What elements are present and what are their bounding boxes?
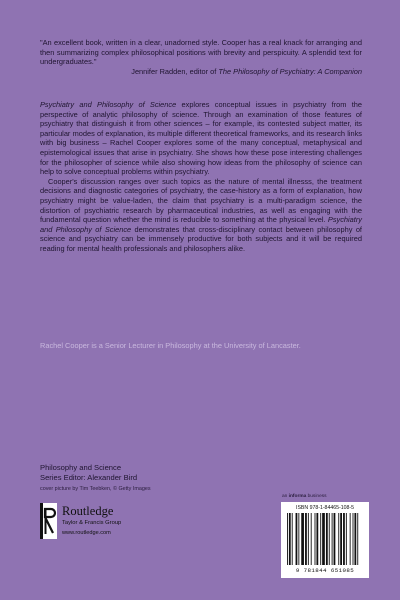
informa-tag xyxy=(282,494,327,499)
description-paragraph-1 xyxy=(40,100,362,177)
isbn-text: ISBN 978-1-84465-108-5 xyxy=(296,505,354,511)
endorsement-quote xyxy=(40,38,362,76)
author-bio: Rachel Cooper is a Senior Lecturer in Philosophy at the University of Lancaster. xyxy=(40,341,301,350)
cover-credit: cover picture by Tim Teebken, © Getty Images xyxy=(40,486,151,492)
routledge-r-logo-icon xyxy=(40,503,57,539)
informa-prefix: an xyxy=(282,494,289,499)
paragraph-2-text: Cooper's discussion ranges over such topics as the nature of mental illnesss, the treatment decisions and diagnostic categories of psychiatry, the case-history as a form of explanation, how psychiatry might be value-laden, the claim that psychiatry is a multi-paradigm science, the distortion of psychiatric research by pharmaceutical industries, as well as engaging with the fundamental question whether the mind is reducible to something at the physical level. xyxy=(40,176,362,225)
publisher-name: Routledge xyxy=(62,504,114,518)
quote-attribution xyxy=(40,67,362,77)
publisher-url: www.routledge.com xyxy=(62,530,111,536)
book-title-inline: Psychiatry and Philosophy of Science xyxy=(40,100,177,109)
paragraph-1-text: explores conceptual issues in psychiatry from the perspective of analytic philosophy of science. Through an examination of those features of psychiatry that distinguish it from other sciences – for example, its contested subject matter, its particular modes of explanation, its multiple different theoretical frameworks, and its research links with big business – Rachel Cooper explores some of the many conceptual, metaphysical and epistemological issues that arise in psychiatry. She shows how these pose interesting challenges for the philosopher of science while also showing how ideas from the philosophy of science can help to solve conceptual problems within psychiatry. xyxy=(40,100,362,177)
publisher-logo xyxy=(40,503,180,563)
informa-brand: informa xyxy=(288,494,307,499)
description-paragraph-2 xyxy=(40,177,362,254)
quote-text: "An excellent book, written in a clear, unadorned style. Cooper has a real knack for arranging and then summarizing complex philosophical positions with brevity and perspicuity. A splendid text for undergraduates." xyxy=(40,38,362,67)
series-info xyxy=(40,463,137,483)
attribution-prefix: Jennifer Radden, editor of xyxy=(131,66,219,76)
series-name: Philosophy and Science xyxy=(40,463,122,472)
book-title-inline-2: Psychiatry and Philosophy of Science xyxy=(40,215,362,234)
publisher-group: Taylor & Francis Group xyxy=(62,520,122,526)
barcode-panel xyxy=(281,502,369,578)
paragraph-2-text-end: demonstrates that cross-disciplinary contact between philosophy of science and psychiatry can be immensely productive for both subjects and it will be required reading for mental health professionals and philosophers alike. xyxy=(40,224,362,253)
barcode-digits: 9 781844 651085 xyxy=(295,567,355,574)
attribution-book-title: The Philosophy of Psychiatry: A Companion xyxy=(218,66,362,76)
barcode-icon xyxy=(287,513,363,565)
book-description xyxy=(40,100,362,254)
series-editor: Series Editor: Alexander Bird xyxy=(40,473,138,482)
informa-suffix: business xyxy=(306,494,327,499)
